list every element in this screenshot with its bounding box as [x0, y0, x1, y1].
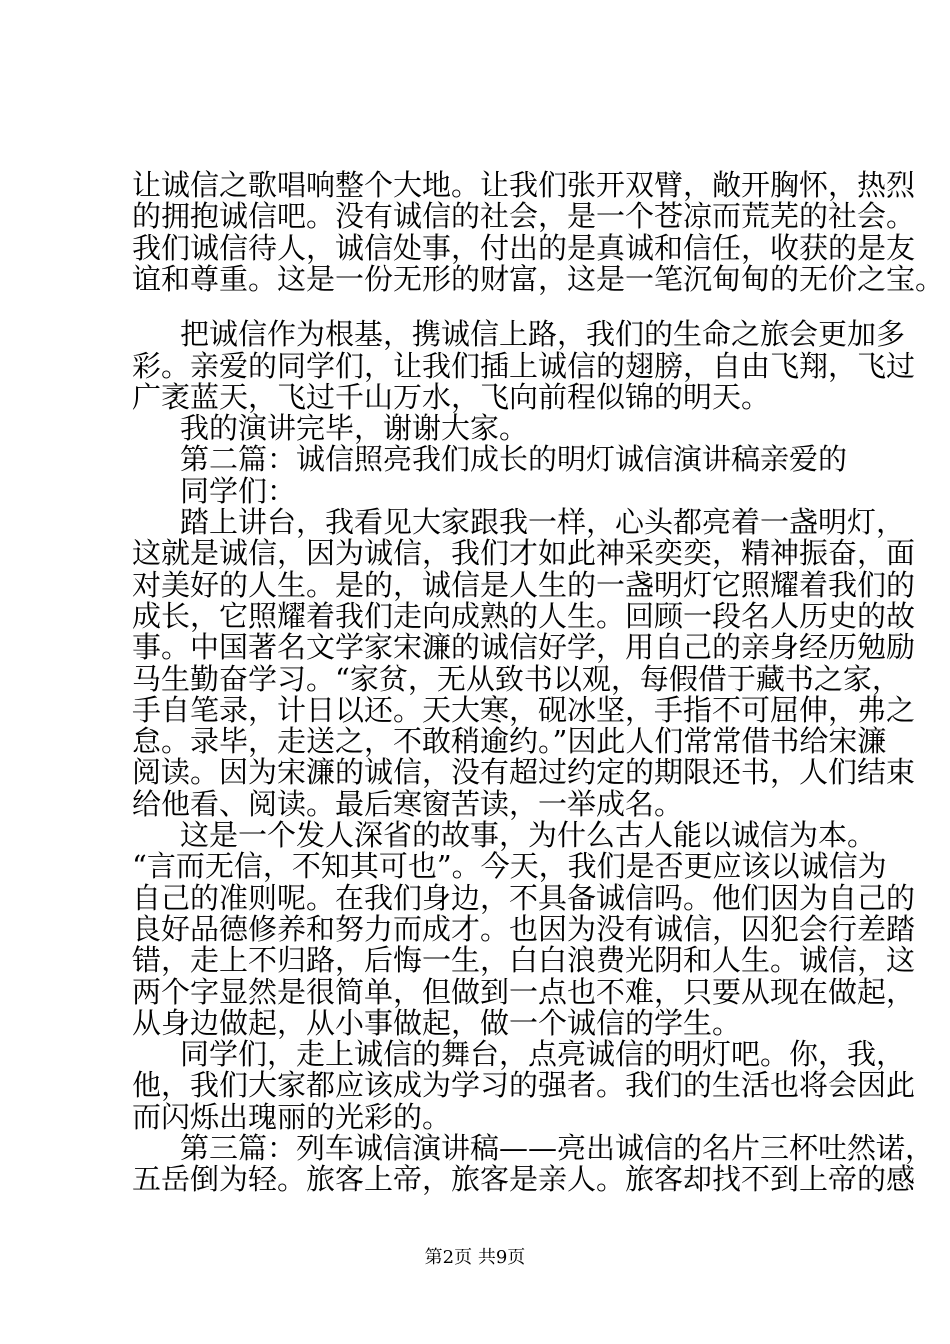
text-line: 良好品德修养和努力而成才。也因为没有诚信，囚犯会行差踏	[132, 911, 916, 946]
text-line: 他，我们大家都应该成为学习的强者。我们的生活也将会因此	[132, 1068, 916, 1103]
text-line: 从身边做起，从小事做起，做一个诚信的学生。	[132, 1005, 742, 1040]
text-line: 的拥抱诚信吧。没有诚信的社会，是一个苍凉而荒芜的社会。	[132, 199, 916, 234]
text-line: 对美好的人生。是的，诚信是人生的一盏明灯它照耀着我们的	[132, 567, 916, 602]
text-line: 事。中国著名文学家宋濂的诚信好学，用自己的亲身经历勉励	[132, 630, 916, 665]
text-line: 彩。亲爱的同学们，让我们插上诚信的翅膀，自由飞翔，飞过	[132, 348, 916, 383]
text-line: 让诚信之歌唱响整个大地。让我们张开双臂，敞开胸怀，热烈	[132, 168, 916, 202]
text-line: 给他看、阅读。最后寒窗苦读，一举成名。	[132, 786, 684, 821]
text-line: 这是一个发人深省的故事，为什么古人能以诚信为本。	[180, 818, 877, 852]
text-line: 我们诚信待人，诚信处事，付出的是真诚和信任，收获的是友	[132, 230, 916, 265]
text-line: 两个字显然是很简单，但做到一点也不难，只要从现在做起，	[132, 974, 916, 1009]
text-line: 成长，它照耀着我们走向成熟的人生。回顾一段名人历史的故	[132, 598, 916, 633]
text-line: 而闪烁出瑰丽的光彩的。	[132, 1099, 452, 1134]
text-line: 自己的准则呢。在我们身边，不具备诚信吗。他们因为自己的	[132, 880, 916, 915]
text-line: 谊和尊重。这是一份无形的财富，这是一笔沉甸甸的无价之宝。	[132, 261, 945, 296]
text-line: 同学们：	[180, 473, 297, 508]
text-line: 我的演讲完毕，谢谢大家。	[180, 411, 529, 446]
text-line: 把诚信作为根基，携诚信上路，我们的生命之旅会更加多	[180, 317, 906, 352]
text-line: “言而无信，不知其可也”。今天，我们是否更应该以诚信为	[132, 849, 887, 884]
text-line: 踏上讲台，我看见大家跟我一样，心头都亮着一盏明灯，	[180, 505, 906, 539]
text-line: 手自笔录，计日以还。天大寒，砚冰坚，手指不可屈伸，弗之	[132, 692, 916, 727]
text-line: 五岳倒为轻。旅客上帝，旅客是亲人。旅客却找不到上帝的感	[132, 1162, 916, 1197]
text-line: 同学们，走上诚信的舞台，点亮诚信的明灯吧。你，我，	[180, 1037, 906, 1072]
text-line: 阅读。因为宋濂的诚信，没有超过约定的期限还书，人们结束	[132, 755, 916, 790]
text-line: 怠。录毕，走送之，不敢稍逾约。”因此人们常常借书给宋濂	[132, 724, 887, 759]
page-footer: 第2页 共9页	[424, 1247, 526, 1268]
section-heading: 第三篇：列车诚信演讲稿——亮出诚信的名片三杯吐然诺，	[180, 1131, 935, 1165]
text-line: 马生勤奋学习。“家贫，无从致书以观，每假借于藏书之家，	[132, 661, 901, 696]
text-line: 这就是诚信，因为诚信，我们才如此神采奕奕，精神振奋，面	[132, 536, 916, 571]
text-line: 广袤蓝天，飞过千山万水，飞向前程似锦的明天。	[132, 379, 771, 414]
text-line: 错，走上不归路，后悔一生，白白浪费光阴和人生。诚信，这	[132, 943, 916, 978]
section-heading: 第二篇：诚信照亮我们成长的明灯诚信演讲稿亲爱的	[180, 442, 848, 477]
